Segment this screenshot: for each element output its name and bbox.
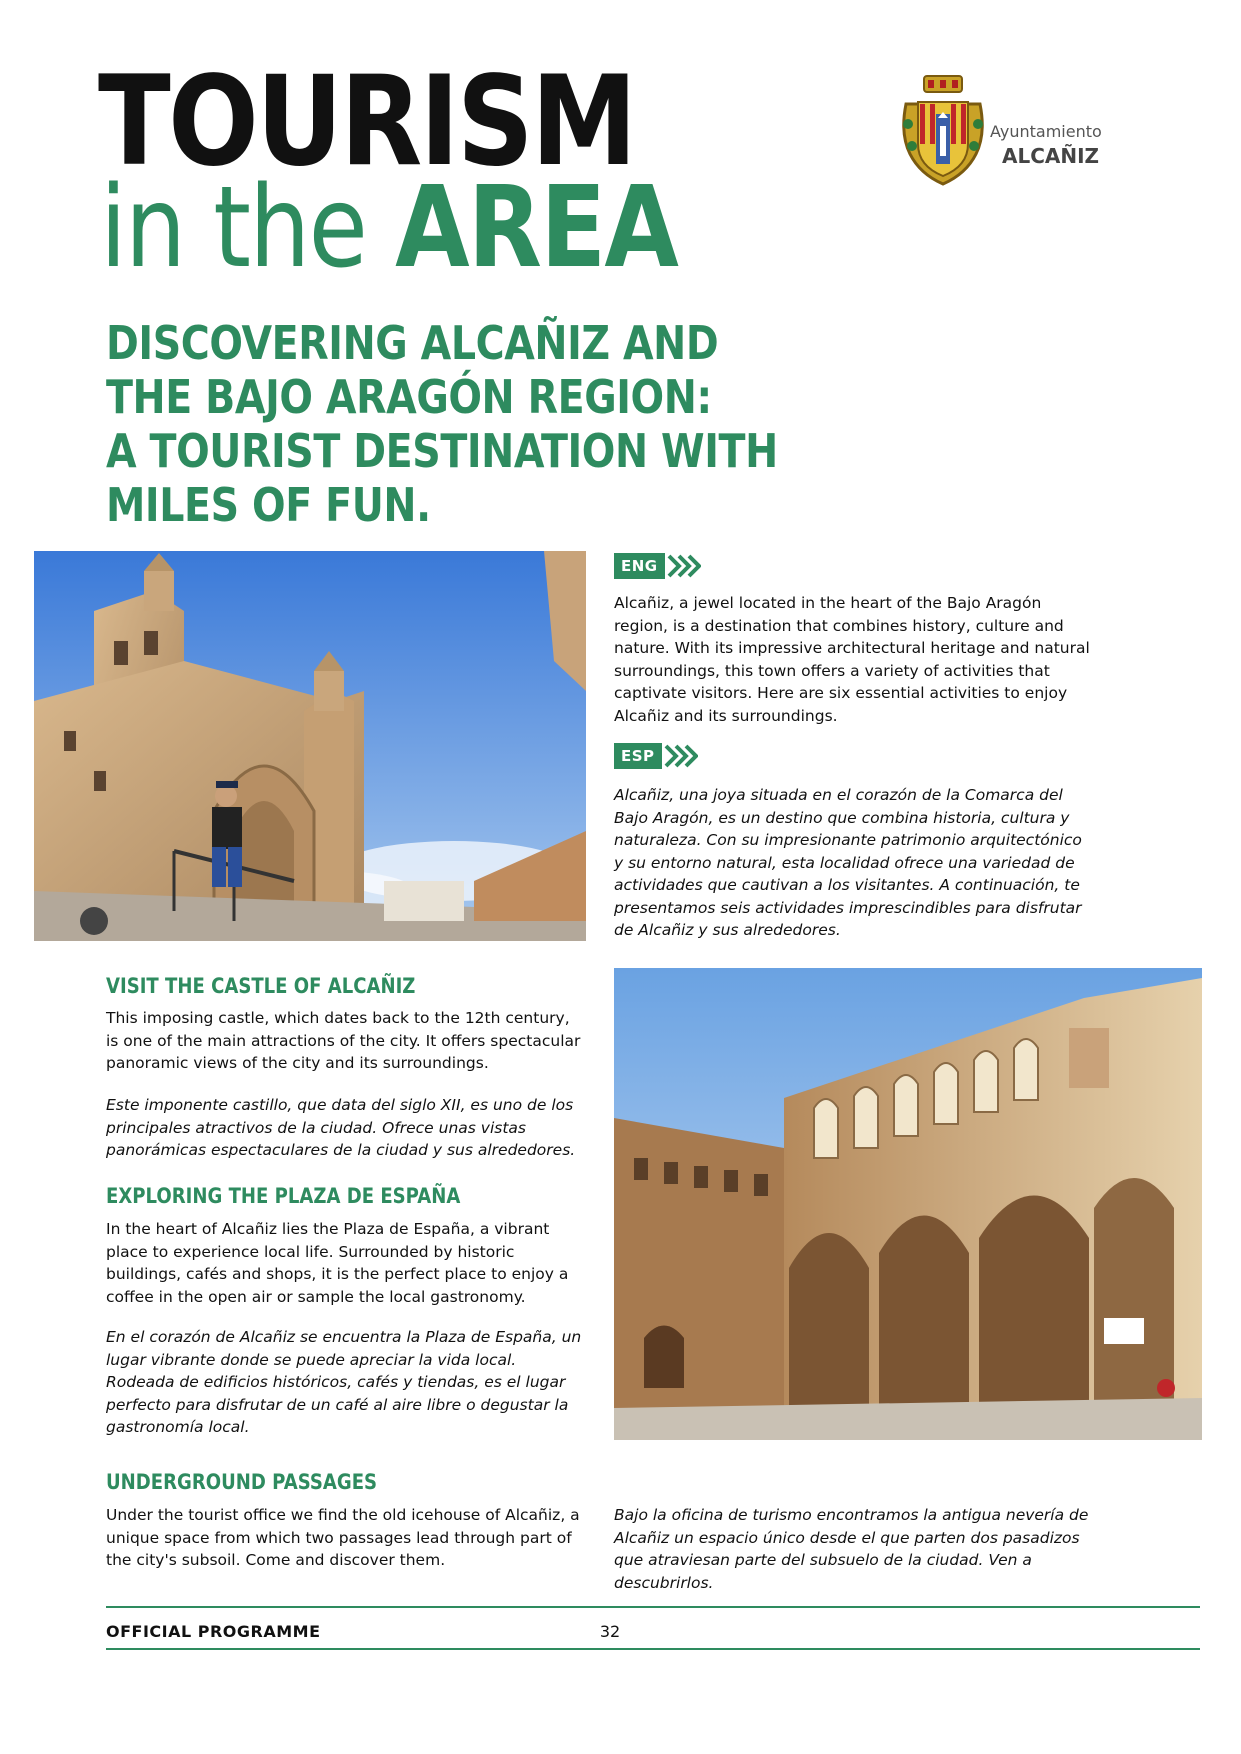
chevrons-icon [667,553,701,579]
intro-esp-text: Alcañiz, una joya situada en el corazón de la Comarca del Bajo Aragón, es un destino que combina historia, cultura y naturaleza. Con su impresionante patrimonio arquitectónico y su entorno natural, esta localidad ofrece una variedad de actividades que cautivan a los visitantes. A continuación, te presentamos seis actividades imprescindibles para disfrutar de Alcañiz y sus alrededores. [614,786,1082,939]
intro-eng-text: Alcañiz, a jewel located in the heart of the Bajo Aragón region, is a destination that combines history, culture and nature. With its impressive architectural heritage and natural surroundings, this town offers a variety of activities that captivate visitors. Here are six essential activities to enjoy Alcañiz and its surroundings. [614,594,1090,725]
section-plaza-esp: En el corazón de Alcañiz se encuentra la Plaza de España, un lugar vibrante donde se puede apreciar la vida local. Rodeada de edificios históricos, cafés y tiendas, es el lugar perfecto para disfrutar de un café al aire libre o degustar la gastronomía local. [106,1328,582,1436]
section-heading-plaza: EXPLORING THE PLAZA DE ESPAÑA [106,1184,461,1208]
esp-tag [614,743,698,769]
logo-line-alcaniz: ALCAÑIZ [1002,144,1100,168]
section-castle-esp: Este imponente castillo, que data del siglo XII, es uno de los principales atractivos de la ciudad. Ofrece unas vistas panorámicas espectaculares de la ciudad y sus alrededores. [106,1096,576,1159]
section-heading-castle: VISIT THE CASTLE OF ALCAÑIZ [106,974,416,998]
eng-tag-label: ENG [614,553,665,579]
page-number: 32 [599,1622,621,1641]
coat-of-arms-icon [900,74,986,188]
footer-rule-top [106,1606,1200,1608]
subtitle-line: A TOURIST DESTINATION WITH [106,424,778,478]
ayuntamiento-logo [900,74,1130,188]
esp-tag-label: ESP [614,743,662,769]
footer-rule-bottom [106,1648,1200,1650]
subtitle [106,316,778,532]
title-area: AREA [395,163,678,293]
section-castle-eng: This imposing castle, which dates back to the 12th century, is one of the main attractions of the city. It offers spectacular panoramic views of the city and its surroundings. [106,1009,581,1072]
title-prefix: in the [100,163,396,293]
section-plaza-eng: In the heart of Alcañiz lies the Plaza de España, a vibrant place to experience local life. Surrounded by historic buildings, cafés and shops, it is the perfect place to enjoy a coffee in the open air or sample the local gastronomy. [106,1220,569,1306]
subtitle-line: THE BAJO ARAGÓN REGION: [106,370,712,424]
footer-label: OFFICIAL PROGRAMME [106,1622,321,1641]
logo-line-ayuntamiento: Ayuntamiento [990,122,1102,141]
plaza-photo [614,968,1202,1440]
title-tourism: TOURISM [98,50,635,194]
title-in-the-area [100,163,702,293]
cathedral-photo [34,551,586,941]
section-passages-eng: Under the tourist office we find the old icehouse of Alcañiz, a unique space from which two passages lead through part of the city's subsoil. Come and discover them. [106,1506,580,1569]
section-heading-passages: UNDERGROUND PASSAGES [106,1470,378,1494]
section-passages-esp: Bajo la oficina de turismo encontramos la antigua nevería de Alcañiz un espacio único desde el que parten dos pasadizos que atraviesan parte del subsuelo de la ciudad. Ven a descubrirlos. [614,1506,1089,1592]
subtitle-line: DISCOVERING ALCAÑIZ AND [106,316,719,370]
chevrons-icon [664,743,698,769]
eng-tag [614,553,701,579]
subtitle-line: MILES OF FUN. [106,478,431,532]
